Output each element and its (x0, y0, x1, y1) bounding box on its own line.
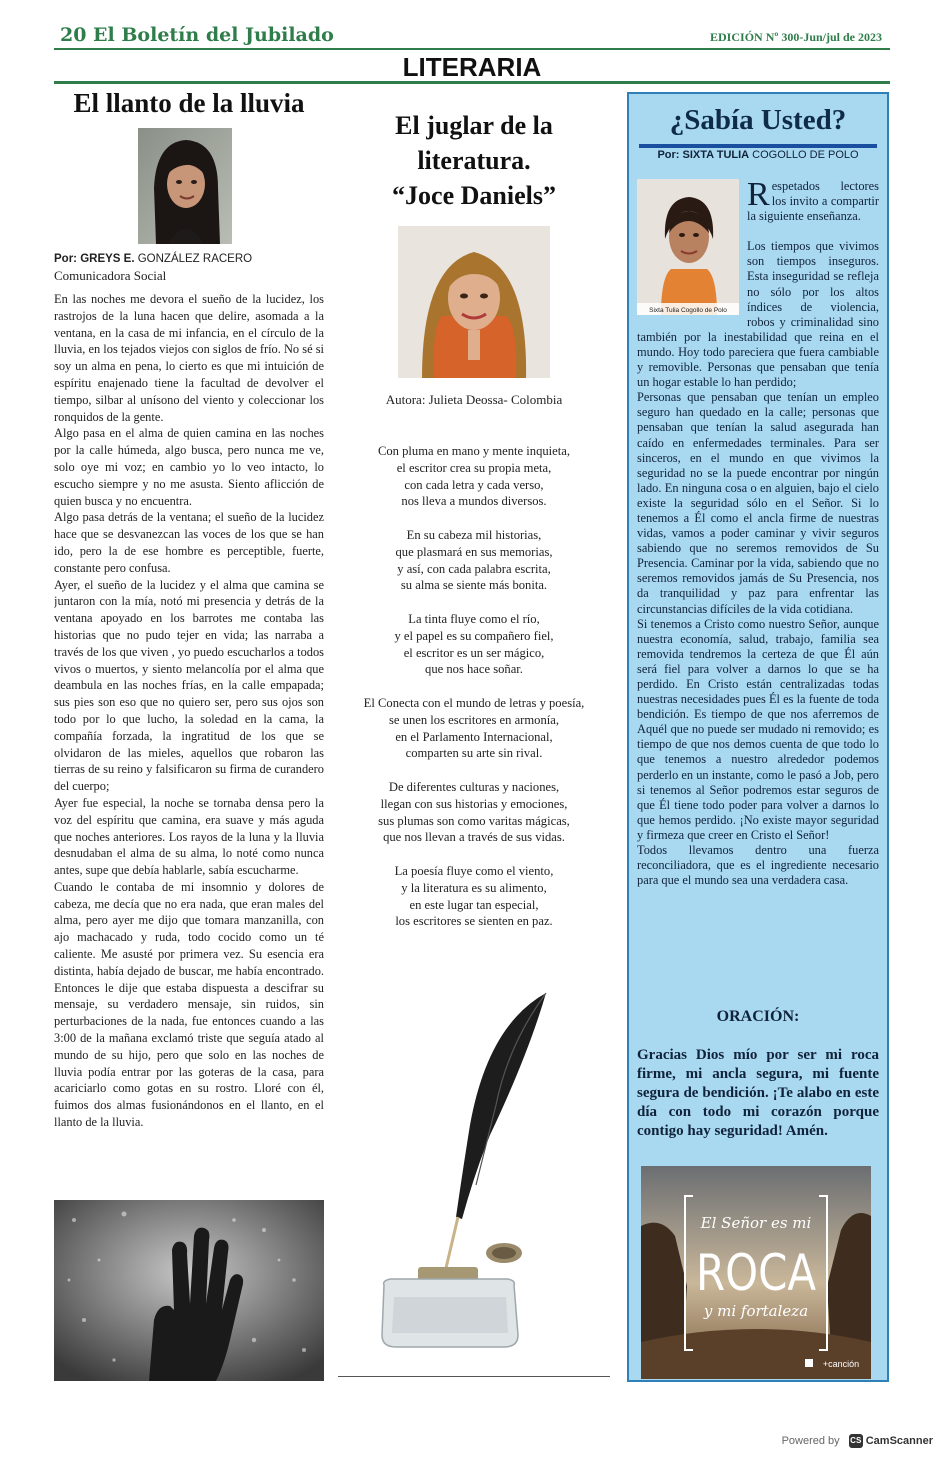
sidebar-paragraph: Respetados lectores los invito a compartir la siguiente enseñanza. (747, 179, 879, 224)
sidebar-paragraph: Si tenemos a Cristo como nuestro Señor, aunque nuestra economía, salud, trabajo, familia sea removida tendremos la certeza de que Él aún será fiel para volver a darnos lo que se ha perdido. En Cristo están centralizadas todas nuestras necesidades pues Él es la fuente de toda bendición. Es tiempo de que nos aferremos de Aquél que no puede ser mudado ni removido; es tiempo de que nos demos cuenta de que todo lo que tenemos a nuestro alrededor podemos perderlo en un instante, como le pasó a Job, pero si tenemos al Señor podremos estar seguros de que Él tiene todo poder para volver a darnos lo que hemos perdido. ¡No existe mayor seguridad y firmeza que creer en Cristo el Señor! (637, 616, 879, 842)
paragraph: En las noches me devora el sueño de la lucidez, los rastrojos de la luna hacen que delire, asomada a la ventana, en la casa de mi infancia, en el círculo de la lluvia, en los tejados viejos con siglos de frío. No sé si soy un alma en pena, lo cierto es que mi intuición de espíritu enajenado tiene la facultad de devolver el tiempo, silbar al unísono del viento y coleccionar los ronquidos de la gente. (54, 292, 324, 424)
columnist-photo (637, 179, 739, 315)
sidebar-byline: Por: SIXTA TULIA COGOLLO DE POLO (657, 149, 859, 161)
camscanner-logo-icon: CS (849, 1434, 863, 1448)
quill-inkwell-image (378, 985, 558, 1355)
author-photo (138, 128, 232, 244)
poem-stanza: De diferentes culturas y naciones, llegan con sus historias y emociones, sus plumas son como varitas mágicas, que nos llevan a través de sus vidas. (378, 779, 570, 845)
paragraph: Algo pasa detrás de la ventana; el sueño de la lucidez hace que se desvanezcan las voces de los que se han ido, pero la de ese hombre es perceptible, fuerte, constante pero confusa. (54, 510, 324, 575)
paragraph: Cuando le contaba de mi insomnio y dolores de cabeza, me decía que no era nada, que eran males del alma, pero ayer me dijo que tomara manzanilla, con ajo machacado y ruda, todo cocido como un té caliente. Me asusté por primera vez. Su esencia era distinta, había dejado de buscar, me había encontrado. Entonces le dije que estaba dispuesta a descifrar su mensaje, su verdadero mensaje, sin ruidos, sin perturbaciones de la nada, fue entonces cuando a las 3:00 de la mañana exclamó triste que seguía atado al mundo de su hijo, pero que solo en las noches de lluvia podía entrar por las goteras de la casa, para acariciarlo como gotas en su rostro. Lloré con él, fuimos dos almas fusionándonos en el llanto, en el llanto de la lluvia. (54, 879, 324, 1130)
photo-caption: Sixta Tulia Cogollo de Polo (649, 307, 727, 314)
sidebar-paragraph: Los tiempos que vivimos son tiempos inseguros. Esta inseguridad se refleja no sólo por los altos índices de violencia, robos y criminalidad sino también por la inestabilidad que reina en el mundo. Hoy todo pareciera que fuera cambiable y removible. Personas que pensaban que tenía un hogar estable lo han perdido; (637, 239, 879, 390)
poem-stanza: En su cabeza mil historias, que plasmará en sus memorias, y así, con cada palabra escrita, su alma se siente más bonita. (395, 527, 553, 593)
prayer-text: Gracias Dios mío por ser mi roca firme, mi ancla segura, mi fuente segura de bendición. ¡Te alabo en este día con todo mi corazón porque contigo hay seguridad! Amén. (637, 1047, 879, 1139)
rain-hand-image (54, 1200, 324, 1381)
scanner-watermark: Powered by CS CamScanner (781, 1434, 933, 1447)
section-title: LITERARIA (54, 52, 890, 84)
poem-stanza: Con pluma en mano y mente inquieta, el escritor crea su propia meta, con cada letra y cada verso, nos lleva a mundos diversos. (377, 444, 570, 509)
poem-title: El juglar de la literatura. “Joce Daniels” (392, 111, 556, 210)
page-header (54, 22, 890, 50)
roca-line1: El Señor es mi (700, 1214, 812, 1232)
sidebar-title: ¿Sabía Usted? (669, 104, 847, 136)
article-body (54, 291, 324, 1195)
poet-photo (398, 226, 550, 378)
paragraph: Algo pasa en el alma de quien camina en las noches por la calle húmeda, algo busca, pero nunca me ve, solo oye mi voz; en cambio yo lo veo intacto, lo escucho siempre y no me asusta. Siento aflicción de quien busca y no encuentra. (54, 426, 324, 508)
article-title: El llanto de la lluvia (73, 88, 305, 118)
poem-author-caption: Autora: Julieta Deossa- Colombia (385, 392, 563, 407)
prayer-heading: ORACIÓN: (716, 1008, 800, 1025)
poem-stanza: El Conecta con el mundo de letras y poesía, se unen los escritores en armonía, en el Parlamento Internacional, comparten su arte sin rival. (363, 695, 585, 761)
sidebar-paragraph: Todos llevamos dentro una fuerza reconciliadora, que es el ingrediente necesario para que el mundo sea una verdadera casa. (637, 843, 879, 888)
roca-image (641, 1166, 871, 1379)
sabia-usted-box (627, 92, 889, 1382)
roca-brand: +canción (822, 1359, 860, 1369)
poem-stanza: La tinta fluye como el río, y el papel es su compañero fiel, el escritor es un ser mágico, que nos hace soñar. (394, 611, 554, 677)
page-number-title: 20 El Boletín del Jubilado (60, 24, 334, 46)
roca-line2: y mi fortaleza (703, 1302, 809, 1320)
drop-cap: R (747, 179, 770, 213)
sidebar-paragraph: Personas que pensaban que tenían un empleo seguro han quedado en la calle; personas que pensaban que tenían la salud asegurada han caído en enfermedades terminales. Para ser sinceros, en el mundo en que vivimos la seguridad no se la puede encontrar por ningún lado. En ninguna cosa o en alguien, bajo el cielo existe la seguridad sólo en el Señor. Si lo tenemos a Él como el ancla firme de nuestras vidas, vamos a poder caminar y vivir seguros sabiendo que no seremos removidos de Su Presencia. Caminar por la vida, sabiendo que no seremos removidos jamás de Su Presencia, nos da tranquilidad y paz para enfrentar las circunstancias difíciles de la vida cotidiana. (637, 390, 879, 616)
edition-label: EDICIÓN Nº 300-Jun/jul de 2023 (710, 30, 882, 44)
sidebar-rule (639, 144, 877, 148)
author-role: Comunicadora Social (54, 268, 167, 283)
article-byline: Por: GREYS E. GONZÁLEZ RACERO (54, 253, 253, 265)
poem-stanza: La poesía fluye como el viento, y la literatura es su alimento, en este lugar tan especial, los escritores se sienten en paz. (394, 863, 554, 929)
column-divider (338, 1376, 610, 1377)
paragraph: Ayer fue especial, la noche se tornaba densa pero la voz del espíritu que camina, era suave y más aguda que noches anteriores. Los rayos de la luna y la lluvia desnudaban el alma de su alma, lo noté como nunca antes, supe que debía hablarle, sabía escucharme. (54, 795, 324, 878)
poem-body (340, 443, 608, 947)
sidebar-body (637, 179, 879, 991)
roca-word: ROCA (696, 1244, 816, 1302)
paragraph: Ayer, el sueño de la lucidez y el alma que camina se juntaron con la mía, notó mi presencia y detrás de la ventana apoyado en los barrotes me contaba las historias que no pudo tejer en vida; las narraba a través de los que viven , yo puedo escucharlos a todos vivos o muertos, y siento melancolía por el alma que deambula en las noches frías, en la calle empapada; sus pies son eso que no quiero ser, pero sus ojos son todo por lo que lucho, la soledad en la cama, la compañía forzada, la ingratitud de los que se olvidaron de las mieles, aquellos que robaron las tierras de su reino y falsificaron su firma de curandero del cuerpo; (54, 577, 324, 794)
